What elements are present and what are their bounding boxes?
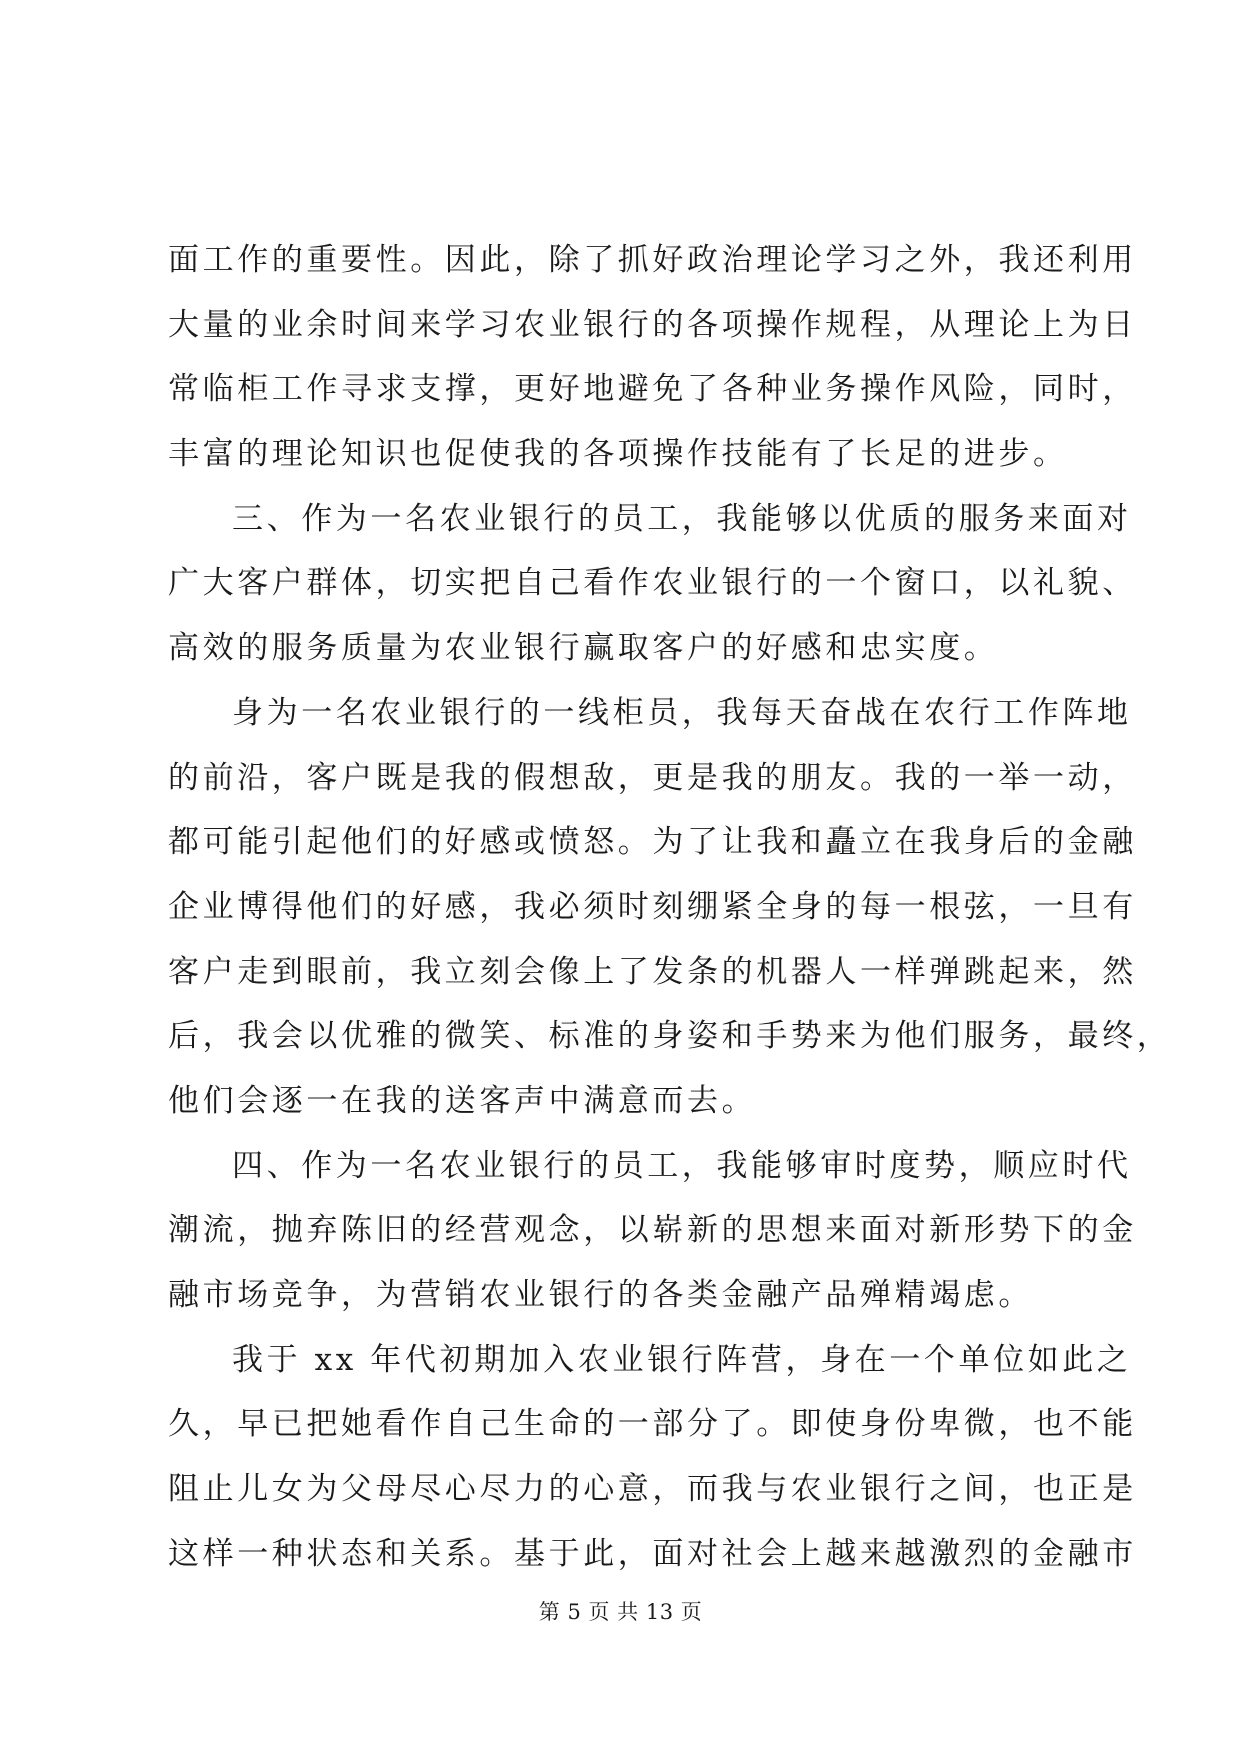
paragraph-first-line: 身为一名农业银行的一线柜员，我每天奋战在农行工作阵地 (232, 694, 1132, 731)
text-line: 他们会逐一在我的送客声中满意而去。 (168, 1082, 757, 1119)
paragraph-first-line: 三、作为一名农业银行的员工，我能够以优质的服务来面对 (232, 500, 1132, 537)
text-line: 都可能引起他们的好感或愤怒。为了让我和矗立在我身后的金融 (168, 824, 1137, 861)
text-line: 常临柜工作寻求支撑，更好地避免了各种业务操作风险，同时， (168, 371, 1137, 408)
text-line: 这样一种状态和关系。基于此，面对社会上越来越激烈的金融市 (168, 1535, 1137, 1572)
text-line: 潮流，抛弃陈旧的经营观念，以崭新的思想来面对新形势下的金 (168, 1212, 1137, 1249)
text-line: 融市场竞争，为营销农业银行的各类金融产品殚精竭虑。 (168, 1277, 1033, 1313)
text-line: 后，我会以优雅的微笑、标准的身姿和手势来为他们服务，最终， (168, 1018, 1172, 1055)
text-line: 大量的业余时间来学习农业银行的各项操作规程，从理论上为日 (168, 306, 1137, 343)
text-line: 久，早已把她看作自己生命的一部分了。即使身份卑微，也不能 (168, 1406, 1137, 1443)
text-line: 客户走到眼前，我立刻会像上了发条的机器人一样弹跳起来，然 (168, 953, 1137, 990)
text-line: 阻止儿女为父母尽心尽力的心意，而我与农业银行之间，也正是 (168, 1471, 1137, 1508)
body-text (168, 228, 1172, 1586)
page-number-footer: 第 5 页 共 13 页 (538, 1600, 703, 1624)
text-line: 面工作的重要性。因此，除了抓好政治理论学习之外，我还利用 (168, 242, 1137, 278)
text-line: 的前沿，客户既是我的假想敌，更是我的朋友。我的一举一动， (168, 759, 1137, 796)
text-line: 广大客户群体，切实把自己看作农业银行的一个窗口，以礼貌、 (168, 565, 1137, 602)
paragraph-first-line: 四、作为一名农业银行的员工，我能够审时度势，顺应时代 (232, 1147, 1132, 1184)
paragraph-first-line: 我于 xx 年代初期加入农业银行阵营，身在一个单位如此之 (232, 1341, 1132, 1378)
text-line: 丰富的理论知识也促使我的各项操作技能有了长足的进步。 (168, 436, 1068, 473)
text-line: 高效的服务质量为农业银行赢取客户的好感和忠实度。 (168, 630, 999, 667)
text-line: 企业博得他们的好感，我必须时刻绷紧全身的每一根弦，一旦有 (168, 888, 1137, 925)
